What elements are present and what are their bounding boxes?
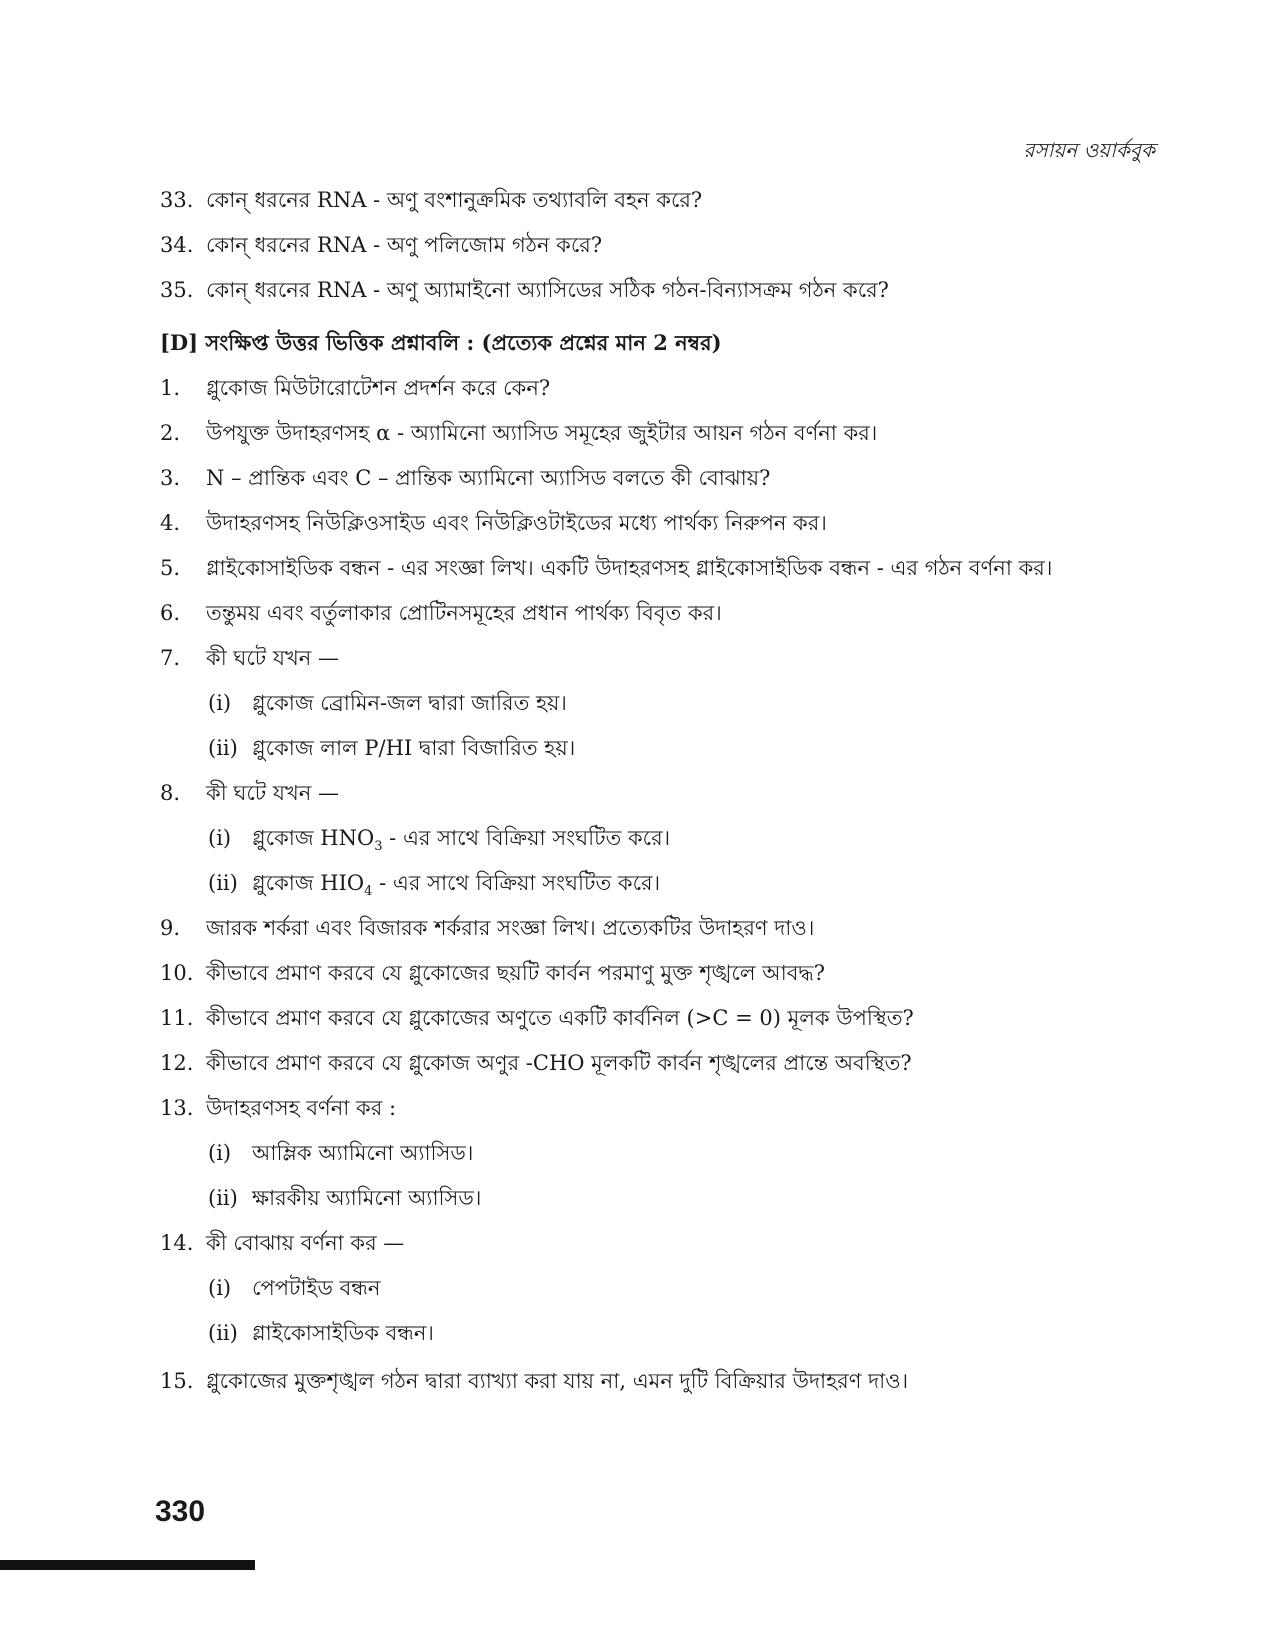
subquestion-8-i <box>208 823 1215 853</box>
subquestion-14-ii <box>208 1318 1215 1348</box>
question-text: কী ঘটে যখন — <box>206 646 339 670</box>
subquestion-text: ক্ষারকীয় অ্যামিনো অ্যাসিড। <box>252 1186 482 1210</box>
question-text: কীভাবে প্রমাণ করবে যে গ্লুকোজের অণুতে একটি কার্বনিল (>C = 0) মূলক উপস্থিত? <box>206 1006 914 1030</box>
subquestion-text: গ্লাইকোসাইডিক বন্ধন। <box>252 1321 434 1345</box>
question-text: কীভাবে প্রমাণ করবে যে গ্লুকোজের ছয়টি কার্বন পরমাণু মুক্ত শৃঙ্খলে আবদ্ধ? <box>206 961 826 985</box>
question-9 <box>160 913 1215 943</box>
subquestion-13-ii <box>208 1183 1215 1213</box>
question-text: কী ঘটে যখন — <box>206 781 339 805</box>
subquestion-number: (i) <box>208 1141 232 1165</box>
question-35 <box>160 275 1215 305</box>
subquestion-text-pre: গ্লুকোজ HNO <box>252 826 375 850</box>
question-number: 5. <box>160 556 181 580</box>
question-number: 13. <box>160 1096 194 1120</box>
question-8 <box>160 778 1215 808</box>
question-7 <box>160 643 1215 673</box>
question-13 <box>160 1093 1215 1123</box>
question-text: কোন্ ধরনের RNA - অণু অ্যামাইনো অ্যাসিডের সঠিক গঠন-বিন্যাসক্রম গঠন করে? <box>206 278 889 302</box>
subquestion-7-i <box>208 688 1215 718</box>
subquestion-number: (ii) <box>208 871 238 895</box>
question-text: উপযুক্ত উদাহরণসহ α - অ্যামিনো অ্যাসিড সমূহের জুইটার আয়ন গঠন বর্ণনা কর। <box>206 421 878 445</box>
question-10 <box>160 958 1215 988</box>
question-4 <box>160 508 1215 538</box>
subquestion-number: (ii) <box>208 736 238 760</box>
subquestion-7-ii <box>208 733 1215 763</box>
question-number: 3. <box>160 466 181 490</box>
question-text: গ্লুকোজ মিউটারোটেশন প্রদর্শন করে কেন? <box>206 376 551 400</box>
subquestion-text-pre: গ্লুকোজ HIO <box>252 871 365 895</box>
question-text: কোন্ ধরনের RNA - অণু পলিজোম গঠন করে? <box>206 233 603 257</box>
running-header: রসায়ন ওয়ার্কবুক <box>1023 138 1155 162</box>
question-text: কোন্ ধরনের RNA - অণু বংশানুক্রমিক তথ্যাবলি বহন করে? <box>206 188 703 212</box>
question-number: 11. <box>160 1006 194 1030</box>
question-text: কীভাবে প্রমাণ করবে যে গ্লুকোজ অণুর -CHO মূলকটি কার্বন শৃঙ্খলের প্রান্তে অবস্থিত? <box>206 1051 912 1075</box>
question-text: N – প্রান্তিক এবং C – প্রান্তিক অ্যামিনো অ্যাসিড বলতে কী বোঝায়? <box>206 466 771 490</box>
question-number: 4. <box>160 511 181 535</box>
question-33 <box>160 185 1215 215</box>
question-15 <box>160 1366 1215 1396</box>
question-number: 9. <box>160 916 181 940</box>
subquestion-number: (i) <box>208 691 232 715</box>
question-number: 35. <box>160 278 194 302</box>
subquestion-text: গ্লুকোজ লাল P/HI দ্বারা বিজারিত হয়। <box>252 736 576 760</box>
question-3 <box>160 463 1215 493</box>
subquestion-text-post: - এর সাথে বিক্রিয়া সংঘটিত করে। <box>382 826 671 850</box>
question-11 <box>160 1003 1215 1033</box>
subquestion-text: আম্লিক অ্যামিনো অ্যাসিড। <box>252 1141 474 1165</box>
question-text: উদাহরণসহ বর্ণনা কর : <box>206 1096 397 1120</box>
subquestion-number: (i) <box>208 1276 232 1300</box>
question-text: তন্তুময় এবং বর্তুলাকার প্রোটিনসমূহের প্রধান পার্থক্য বিবৃত কর। <box>206 601 722 625</box>
subquestion-13-i <box>208 1138 1215 1168</box>
question-2 <box>160 418 1215 448</box>
subquestion-number: (ii) <box>208 1186 238 1210</box>
subquestion-text: পেপটাইড বন্ধন <box>252 1276 381 1300</box>
question-12 <box>160 1048 1215 1078</box>
question-number: 7. <box>160 646 181 670</box>
question-number: 33. <box>160 188 194 212</box>
page-number: 330 <box>155 1495 206 1528</box>
question-number: 6. <box>160 601 181 625</box>
question-number: 2. <box>160 421 181 445</box>
subquestion-14-i <box>208 1273 1215 1303</box>
section-heading: [D] সংক্ষিপ্ত উত্তর ভিত্তিক প্রশ্নাবলি : (প্রত্যেক প্রশ্নের মান 2 নম্বর) <box>160 330 722 355</box>
footer-bar <box>0 1560 255 1570</box>
question-number: 34. <box>160 233 194 257</box>
subquestion-text: গ্লুকোজ ব্রোমিন-জল দ্বারা জারিত হয়। <box>252 691 567 715</box>
question-14 <box>160 1228 1215 1258</box>
question-6 <box>160 598 1215 628</box>
question-text: উদাহরণসহ নিউক্লিওসাইড এবং নিউক্লিওটাইডের মধ্যে পার্থক্য নিরুপন কর। <box>206 511 827 535</box>
subquestion-number: (ii) <box>208 1321 238 1345</box>
question-number: 15. <box>160 1369 194 1393</box>
question-number: 10. <box>160 961 194 985</box>
question-number: 12. <box>160 1051 194 1075</box>
question-number: 8. <box>160 781 181 805</box>
subquestion-8-ii <box>208 868 1215 898</box>
question-number: 14. <box>160 1231 194 1255</box>
question-number: 1. <box>160 376 181 400</box>
question-5 <box>160 553 1215 583</box>
question-1 <box>160 373 1215 403</box>
question-text: কী বোঝায় বর্ণনা কর — <box>206 1231 405 1255</box>
question-text: জারক শর্করা এবং বিজারক শর্করার সংজ্ঞা লিখ। প্রত্যেকটির উদাহরণ দাও। <box>206 916 815 940</box>
subscript: 4 <box>364 884 373 899</box>
question-text: গ্লুকোজের মুক্তশৃঙ্খল গঠন দ্বারা ব্যাখ্যা করা যায় না, এমন দুটি বিক্রিয়ার উদাহরণ দাও। <box>206 1369 909 1393</box>
question-34 <box>160 230 1215 260</box>
subquestion-number: (i) <box>208 826 232 850</box>
subscript: 3 <box>374 839 383 854</box>
subquestion-text-post: - এর সাথে বিক্রিয়া সংঘটিত করে। <box>372 871 661 895</box>
question-text: গ্লাইকোসাইডিক বন্ধন - এর সংজ্ঞা লিখ। একটি উদাহরণসহ গ্লাইকোসাইডিক বন্ধন - এর গঠন বর্ণনা কর। <box>206 556 1053 580</box>
